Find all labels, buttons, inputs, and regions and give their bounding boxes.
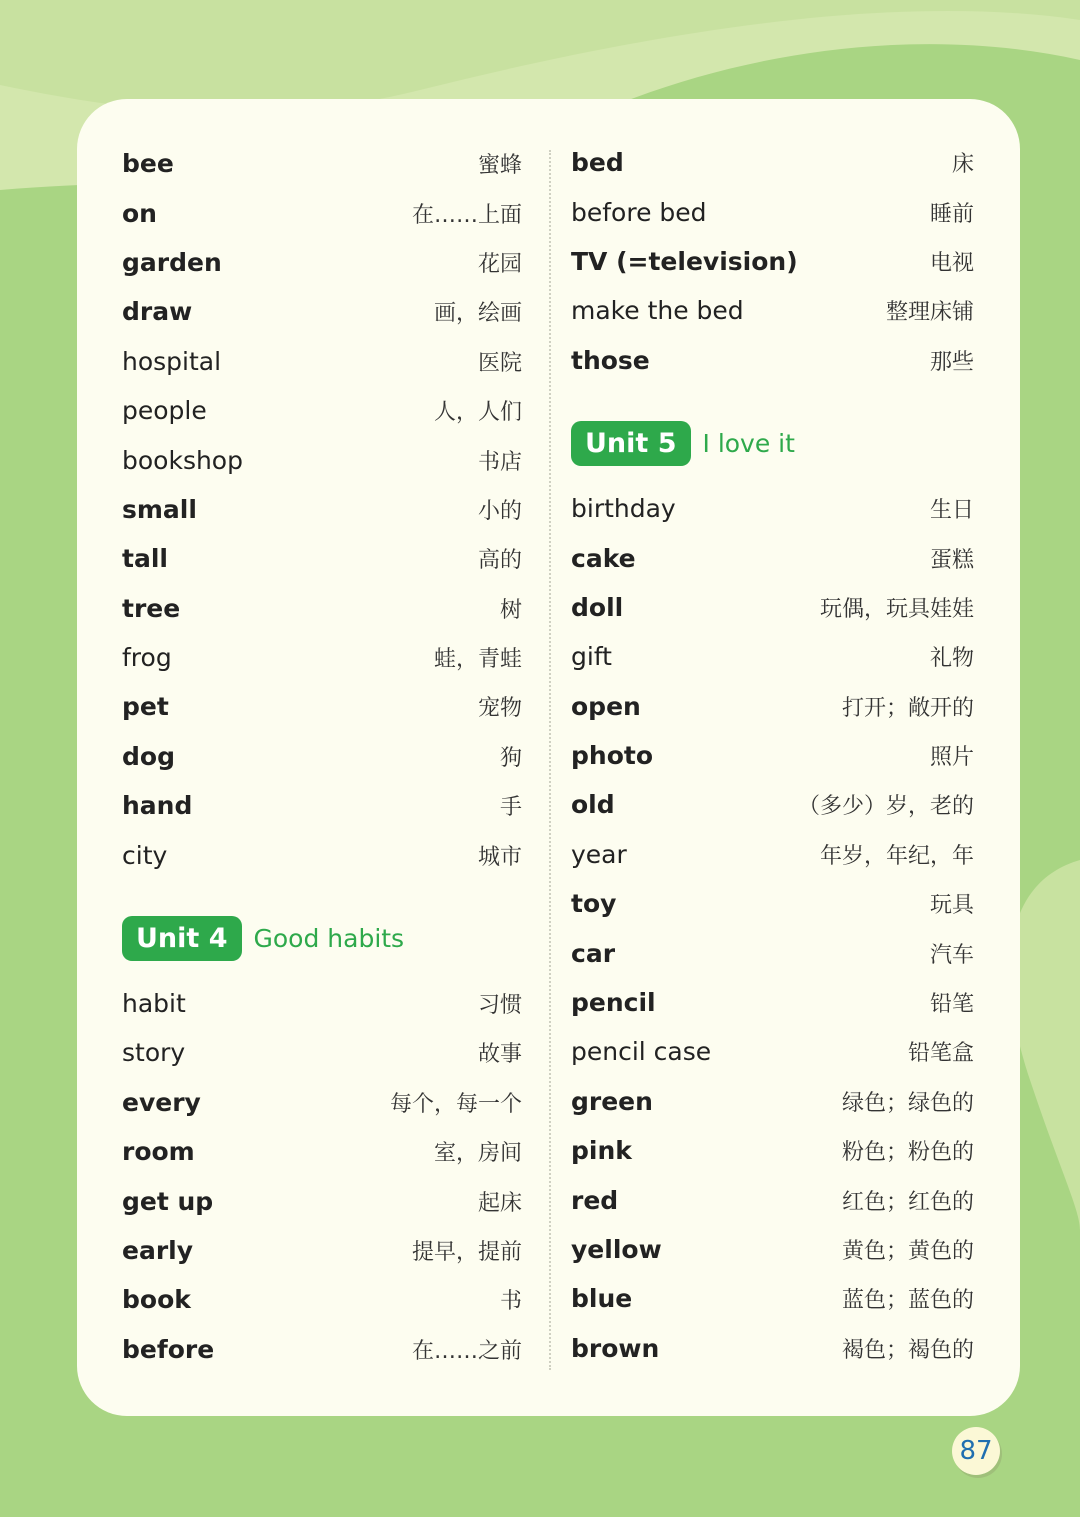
vocab-row xyxy=(122,485,522,534)
vocab-row xyxy=(122,188,522,237)
vocab-english: photo xyxy=(571,741,653,771)
vocab-english: red xyxy=(571,1185,619,1215)
vocab-english: birthday xyxy=(571,494,676,524)
vocab-row xyxy=(571,286,974,335)
vocab-chinese: 睡前 xyxy=(929,201,974,227)
vocab-row xyxy=(122,435,522,484)
vocab-english: early xyxy=(122,1236,194,1265)
vocab-chinese: 年岁，年纪，年 xyxy=(819,843,974,869)
vocab-chinese: 床 xyxy=(951,152,974,178)
vocab-row xyxy=(571,780,974,829)
vocab-chinese: 电视 xyxy=(929,250,974,276)
vocab-row xyxy=(571,731,974,780)
vocab-english: bee xyxy=(122,149,174,179)
vocab-english: open xyxy=(571,691,641,721)
vocab-row xyxy=(122,781,522,830)
vocab-english: tree xyxy=(122,593,181,623)
vocab-chinese: 汽车 xyxy=(929,942,974,968)
left-word-list xyxy=(122,139,522,880)
vocab-english: hand xyxy=(122,791,193,821)
unit-4-heading xyxy=(122,915,522,962)
vocab-chinese: 画，绘画 xyxy=(433,301,522,327)
vocab-chinese: 玩具 xyxy=(929,893,974,919)
vocab-row xyxy=(122,979,522,1028)
vocab-chinese: 小的 xyxy=(477,498,522,524)
vocab-english: toy xyxy=(571,889,617,919)
vocab-english: pencil xyxy=(571,988,656,1018)
vocab-chinese: 室，房间 xyxy=(433,1141,522,1167)
vocab-english: those xyxy=(571,345,650,375)
vocab-chinese: 红色；红色的 xyxy=(841,1189,974,1215)
page-number: 87 xyxy=(952,1427,1000,1475)
vocab-row xyxy=(122,1325,522,1374)
vocab-chinese: 褐色；褐色的 xyxy=(841,1337,974,1363)
vocab-chinese: 照片 xyxy=(929,745,974,771)
vocab-row xyxy=(571,978,974,1027)
vocab-english: frog xyxy=(122,643,172,673)
vocab-english: habit xyxy=(122,989,186,1019)
vocab-row xyxy=(122,1275,522,1324)
vocab-english: garden xyxy=(122,247,222,277)
vocab-english: make the bed xyxy=(571,296,744,326)
vocab-english: gift xyxy=(571,642,612,672)
vocab-english: year xyxy=(571,839,627,869)
unit-4-badge: Unit 4 xyxy=(122,916,242,961)
vocab-chinese: 人，人们 xyxy=(433,400,522,426)
vocab-chinese: 提早，提前 xyxy=(411,1240,522,1265)
vocab-english: get up xyxy=(122,1186,214,1216)
vocab-row xyxy=(571,138,974,187)
vocab-english: brown xyxy=(571,1333,660,1363)
vocab-english: small xyxy=(122,494,197,524)
vocab-row xyxy=(122,287,522,336)
vocab-row xyxy=(122,534,522,583)
vocab-chinese: 礼物 xyxy=(929,646,974,672)
vocab-row xyxy=(122,238,522,287)
vocab-english: dog xyxy=(122,741,175,771)
vocab-english: pencil case xyxy=(571,1037,712,1067)
unit-4-title: Good habits xyxy=(253,923,405,953)
vocab-row xyxy=(122,1028,522,1077)
vocab-english: car xyxy=(571,938,616,968)
vocab-row xyxy=(122,337,522,386)
vocab-english: green xyxy=(571,1086,653,1116)
vocab-chinese: 粉色；粉色的 xyxy=(841,1140,974,1166)
column-divider xyxy=(549,150,551,1370)
vocab-chinese: 整理床铺 xyxy=(885,300,974,326)
vocab-english: draw xyxy=(122,297,193,327)
vocab-row xyxy=(571,1027,974,1076)
vocab-row xyxy=(571,1324,974,1373)
vocab-row xyxy=(122,682,522,731)
vocab-english: every xyxy=(122,1087,201,1117)
vocab-english: doll xyxy=(571,592,624,622)
vocab-english: book xyxy=(122,1285,191,1315)
vocab-chinese: 蛙，青蛙 xyxy=(433,647,522,673)
vocab-chinese: 城市 xyxy=(477,844,522,870)
vocab-chinese: 绿色；绿色的 xyxy=(841,1090,974,1116)
vocab-english: bookshop xyxy=(122,445,243,475)
vocab-row xyxy=(122,1176,522,1225)
vocab-chinese: 狗 xyxy=(499,745,522,771)
unit-5-word-list xyxy=(571,484,974,1373)
vocab-chinese: 花园 xyxy=(477,251,522,277)
vocab-chinese: 打开；敞开的 xyxy=(841,695,974,721)
vocab-english: TV (=television) xyxy=(571,246,798,276)
vocab-row xyxy=(571,1274,974,1323)
vocab-row xyxy=(571,484,974,533)
vocab-row xyxy=(571,632,974,681)
vocab-chinese: 铅笔盒 xyxy=(907,1041,974,1067)
vocab-chinese: 蛋糕 xyxy=(929,547,974,573)
vocab-row xyxy=(571,336,974,385)
vocab-english: old xyxy=(571,790,615,820)
vocab-row xyxy=(122,633,522,682)
vocab-chinese: 铅笔 xyxy=(929,992,974,1018)
vocab-row xyxy=(122,386,522,435)
vocab-chinese: 黄色；黄色的 xyxy=(841,1239,974,1264)
vocab-chinese: 习惯 xyxy=(477,993,522,1019)
vocab-row xyxy=(571,1126,974,1175)
vocab-english: blue xyxy=(571,1284,633,1314)
vocab-english: hospital xyxy=(122,346,222,376)
vocab-row xyxy=(122,1226,522,1275)
vocab-english: story xyxy=(122,1038,186,1068)
vocab-english: people xyxy=(122,396,207,426)
vocab-row xyxy=(571,928,974,977)
vocab-chinese: 手 xyxy=(499,795,522,821)
vocab-chinese: 起床 xyxy=(477,1190,522,1216)
vocab-english: before xyxy=(122,1334,215,1364)
vocab-chinese: 宠物 xyxy=(477,696,522,722)
right-word-list xyxy=(571,138,974,385)
vocab-row xyxy=(122,830,522,879)
vocab-row xyxy=(122,139,522,188)
vocab-row xyxy=(122,1078,522,1127)
vocab-english: cake xyxy=(571,543,636,573)
vocab-row xyxy=(571,583,974,632)
vocab-chinese: 那些 xyxy=(929,349,974,375)
vocab-english: bed xyxy=(571,148,624,178)
vocab-chinese: 书店 xyxy=(477,449,522,475)
unit-4-word-list xyxy=(122,979,522,1374)
unit-5-badge: Unit 5 xyxy=(571,421,691,466)
vocab-english: pink xyxy=(571,1136,632,1166)
vocab-chinese: 医院 xyxy=(477,350,522,376)
vocab-row xyxy=(571,879,974,928)
vocab-row xyxy=(571,830,974,879)
vocab-row xyxy=(571,1225,974,1274)
vocab-chinese: 书 xyxy=(499,1289,522,1315)
right-column xyxy=(571,138,974,1373)
vocab-english: tall xyxy=(122,544,168,574)
vocab-english: room xyxy=(122,1137,195,1167)
vocab-chinese: （多少）岁，老的 xyxy=(797,794,974,820)
vocab-row xyxy=(571,1077,974,1126)
vocab-row xyxy=(571,533,974,582)
unit-5-title: I love it xyxy=(702,428,795,458)
vocab-chinese: 故事 xyxy=(477,1042,522,1068)
vocab-chinese: 在……之前 xyxy=(411,1338,522,1364)
vocab-chinese: 树 xyxy=(499,597,522,623)
vocab-chinese: 每个，每一个 xyxy=(389,1091,522,1117)
vocab-row xyxy=(122,1127,522,1176)
vocab-row xyxy=(122,584,522,633)
vocab-chinese: 蓝色；蓝色的 xyxy=(841,1288,974,1314)
vocab-english: yellow xyxy=(571,1235,662,1264)
vocab-chinese: 玩偶，玩具娃娃 xyxy=(819,596,974,622)
vocab-row xyxy=(122,732,522,781)
vocab-chinese: 生日 xyxy=(929,498,974,524)
vocab-row xyxy=(571,237,974,286)
vocab-english: pet xyxy=(122,692,169,722)
vocab-chinese: 在……上面 xyxy=(411,202,522,228)
vocab-english: before bed xyxy=(571,197,707,227)
vocab-chinese: 蜜蜂 xyxy=(477,153,522,179)
unit-5-heading xyxy=(571,420,974,467)
vocab-row xyxy=(571,187,974,236)
vocab-english: on xyxy=(122,198,157,228)
vocab-row xyxy=(571,1175,974,1224)
vocab-row xyxy=(571,682,974,731)
vocab-english: city xyxy=(122,840,168,870)
vocab-chinese: 高的 xyxy=(477,548,522,574)
left-column xyxy=(122,139,522,1374)
